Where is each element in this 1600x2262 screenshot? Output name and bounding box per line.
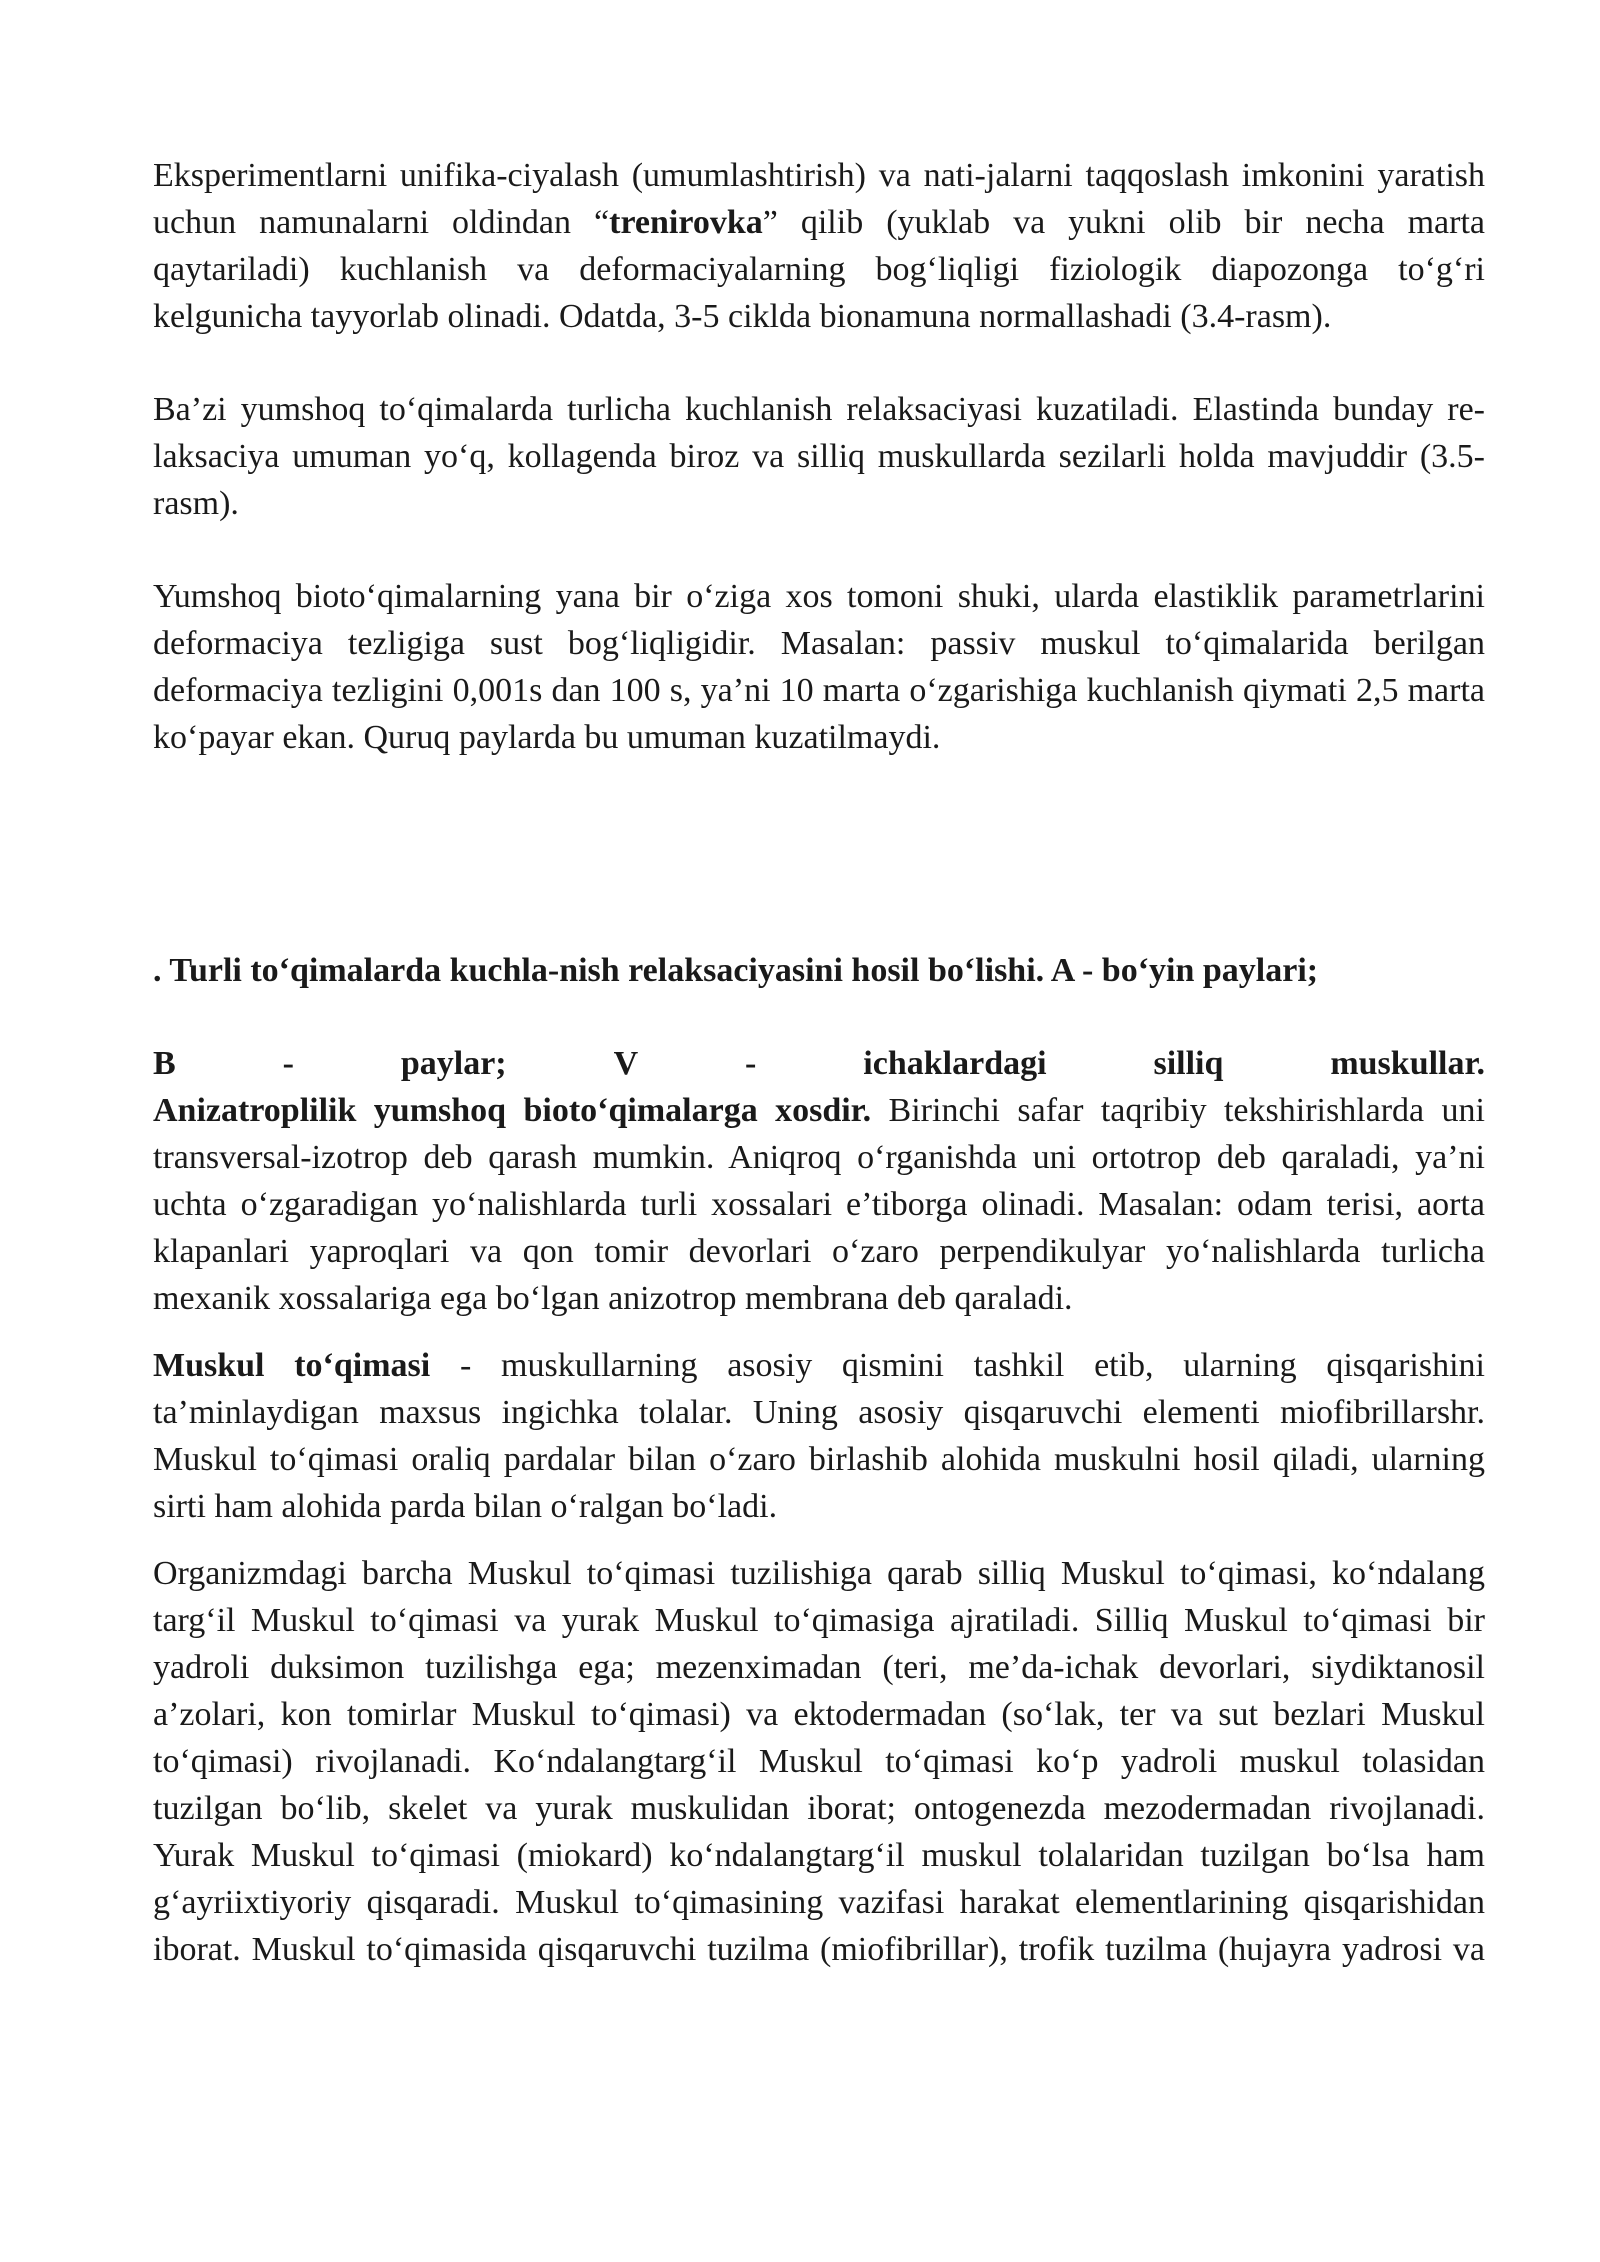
paragraph-anisotropy-body (153, 1087, 1485, 1322)
paragraph-anisotropy-text: Birinchi safar taqribiy tekshirishlarda uni transversal-izotrop deb qarash mumkin. Aniqroq o‘rganishda uni ortotrop deb qaraladi, ya’ni uchta o‘zgaradigan yo‘nalishlarda turli xossalari e’tiborga olinadi. Masalan: odam terisi, aorta klapanlari yaproqlari va qon tomir devorlari o‘zaro perpendikulyar yo‘nalishlarda turlicha mexanik xossalariga ega bo‘lgan anizotrop membrana deb qaraladi. (153, 1092, 1485, 1317)
document-page (153, 152, 1485, 1973)
paragraph-muscle-tissue (153, 1342, 1485, 1530)
caption-word: muskullar. (1330, 1045, 1485, 1082)
caption-word: paylar; (400, 1045, 507, 1082)
figure-caption (153, 947, 1485, 994)
caption-word: V (613, 1045, 639, 1082)
paragraph-muscle-types: Organizmdagi barcha Muskul to‘qimasi tuzilishiga qarab silliq Muskul to‘qimasi, ko‘ndalang targ‘il Muskul to‘qimasi va yurak Muskul to‘qimasiga ajratiladi. Silliq Muskul to‘qimasi bir yadroli duksimon tuzilishga ega; mezenximadan (teri, me’da-ichak devorlari, siydiktanosil a’zolari, kon tomirlar Muskul to‘qimasi) va ektodermadan (so‘lak, ter va sut bezlari Muskul to‘qimasi) rivojlanadi. Ko‘ndalangtarg‘il Muskul to‘qimasi ko‘p yadroli muskul tolasidan tuzilgan bo‘lib, skelet va yurak muskulidan iborat; ontogenezda mezodermadan rivojlanadi. Yurak Muskul to‘qimasi (miokard) ko‘ndalangtarg‘il muskul tolalaridan tuzilgan bo‘lsa ham g‘ayriixtiyoriy qisqaradi. Muskul to‘qimasining vazifasi harakat elementlarining qisqarishidan iborat. Muskul to‘qimasida qisqaruvchi tuzilma (miofibrillar), trofik tuzilma (hujayra yadrosi va (153, 1555, 1485, 1968)
paragraph-relaxation: Ba’zi yumshoq to‘qimalarda turlicha kuchlanish relaksaciyasi kuzatiladi. Elastinda bunday re-laksaciya umuman yo‘q, kollagenda biroz va silliq muskullarda sezilarli holda mavjuddir (3.5-rasm). (153, 391, 1485, 522)
paragraph-anisotropy (153, 1040, 1485, 1322)
paragraph-training-text-2: ” qilib (yuklab va yukni olib bir necha marta qaytariladi) kuchlanish va deformaciyalarning bog‘liqligi fiziologik diapozonga to‘g‘ri kelgunicha tayyorlab olinadi. Odatda, 3-5 ciklda bionamuna normallashadi (3.4-rasm). (153, 204, 1485, 335)
caption-word: B (153, 1045, 176, 1082)
caption-word: ichaklardagi (863, 1045, 1047, 1082)
paragraph-training (153, 152, 1485, 340)
caption-word: silliq (1153, 1045, 1224, 1082)
paragraph-elasticity: Yumshoq bioto‘qimalarning yana bir o‘ziga xos tomoni shuki, ularda elastiklik parametrlarini deformaciya tezligiga sust bog‘liqligidir. Masalan: passiv muskul to‘qimalarida berilgan deformaciya tezligini 0,001s dan 100 s, ya’ni 10 marta o‘zgarishiga kuchlanish qiymati 2,5 marta ko‘payar ekan. Quruq paylarda bu umuman kuzatilmaydi. (153, 578, 1485, 756)
paragraph-training-text-1: Eksperimentlarni unifika-ciyalash (umumlashtirish) va nati-jalarni taqqoslash imkonini yaratish uchun namunalarni oldindan “ (153, 157, 1485, 241)
bold-term-trenirovka: trenirovka (609, 204, 763, 241)
caption-continuation-line (153, 1040, 1485, 1087)
bold-term-anisotropy: Anizatroplilik yumshoq bioto‘qimalarga xosdir. (153, 1092, 872, 1129)
bold-term-muscle-tissue: Muskul to‘qimasi (153, 1347, 431, 1384)
paragraph-muscle-tissue-text: - muskullarning asosiy qismini tashkil etib, ularning qisqarishini ta’minlaydigan maxsus ingichka tolalar. Uning asosiy qisqaruvchi elementi miofibrillarshr. Muskul to‘qimasi oraliq pardalar bilan o‘zaro birlashib alohida muskulni hosil qiladi, ularning sirti ham alohida parda bilan o‘ralgan bo‘ladi. (153, 1347, 1485, 1525)
caption-word: - (745, 1045, 757, 1082)
figure-caption-text: . Turli to‘qimalarda kuchla-nish relaksaciyasini hosil bo‘lishi. A - bo‘yin paylari; (153, 952, 1319, 989)
caption-word: - (282, 1045, 294, 1082)
